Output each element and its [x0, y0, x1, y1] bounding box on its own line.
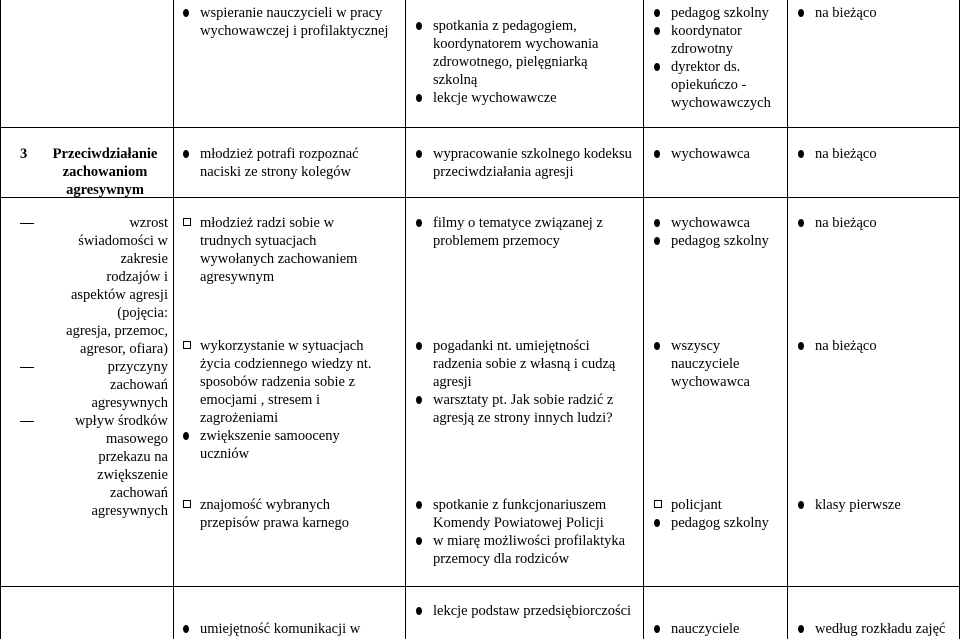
list-item: policjant — [671, 496, 784, 514]
block-b-col1-bullets — [183, 427, 398, 463]
row3-col1-cell — [183, 145, 398, 181]
list-item: nauczyciele — [654, 620, 784, 638]
block-b-col2 — [416, 337, 641, 427]
list-item: znajomość wybranych przepisów prawa karnego — [200, 496, 400, 532]
list-item: na bieżąco — [798, 4, 953, 22]
block-c-col1 — [200, 496, 400, 532]
list-item: młodzież radzi sobie w trudnych sytuacjach wywołanych zachowaniem agresywnym — [200, 214, 400, 286]
column-divider-4 — [787, 0, 788, 639]
list-item: według rozkładu zajęć — [798, 620, 958, 638]
topic-item: przyczyny zachowań agresywnych — [40, 358, 168, 412]
list-item: klasy pierwsze — [798, 496, 953, 514]
block-c-col4 — [798, 496, 953, 514]
row3-col4-cell — [798, 145, 953, 163]
block-b-col3 — [654, 337, 784, 391]
row0-col4-cell — [798, 4, 953, 22]
list-item: pogadanki nt. umiejętności radzenia sobie z własną i cudzą agresji — [416, 337, 641, 391]
row-divider-1 — [0, 127, 960, 128]
list-item: pedagog szkolny — [654, 232, 784, 250]
block-b-col1 — [200, 337, 400, 427]
list-item: młodzież potrafi rozpoznać naciski ze strony kolegów — [183, 145, 398, 181]
list-item: wychowawca — [654, 145, 784, 163]
block-b-col4 — [798, 337, 953, 355]
row-number: 3 — [20, 146, 28, 162]
list-item: wypracowanie szkolnego kodeksu przeciwdziałania agresji — [416, 145, 641, 181]
list-item: warsztaty pt. Jak sobie radzić z agresją ze strony innych ludzi? — [416, 391, 641, 427]
list-item: spotkanie z funkcjonariuszem Komendy Powiatowej Policji — [416, 496, 641, 532]
list-item: wspieranie nauczycieli w pracy wychowawczej i profilaktycznej — [183, 4, 398, 40]
row3-col2-cell — [416, 145, 641, 181]
list-item: lekcje podstaw przedsiębiorczości — [416, 602, 641, 620]
list-item: pedagog szkolny — [654, 4, 784, 22]
row0-col2-cell — [416, 17, 641, 107]
bottom-col1 — [183, 620, 398, 638]
table-border-left — [0, 0, 1, 639]
block-a-col3 — [654, 214, 784, 250]
bottom-col3 — [654, 620, 784, 638]
list-item: koordynator zdrowotny — [654, 22, 784, 58]
block-c-col2 — [416, 496, 641, 568]
list-item: na bieżąco — [798, 214, 953, 232]
row-divider-3 — [0, 586, 960, 587]
row3-col3-cell — [654, 145, 784, 163]
row0-col3-cell — [654, 4, 784, 112]
column-divider-3 — [643, 0, 644, 639]
list-item: umiejętność komunikacji w — [183, 620, 398, 638]
block-a-col2 — [416, 214, 641, 250]
row0-col1-cell — [183, 4, 398, 40]
list-item: pedagog szkolny — [654, 514, 784, 532]
list-item: na bieżąco — [798, 145, 953, 163]
list-item: dyrektor ds. opiekuńczo - wychowawczych — [654, 58, 784, 112]
list-item: filmy o tematyce związanej z problemem przemocy — [416, 214, 641, 250]
section-title: Przeciwdziałanie zachowaniom agresywnym — [52, 146, 158, 198]
bottom-col4 — [798, 620, 958, 638]
column-divider-2 — [405, 0, 406, 639]
topic-item: wpływ środków masowego przekazu na zwiększenie zachowań agresywnych — [40, 412, 168, 520]
list-item: w miarę możliwości profilaktyka przemocy dla rodziców — [416, 532, 641, 568]
topics-cell — [40, 214, 168, 520]
list-item: wykorzystanie w sytuacjach życia codziennego wiedzy nt. sposobów radzenia sobie z emocjami , stresem i zagrożeniami — [200, 337, 400, 427]
list-item: zwiększenie samooceny uczniów — [183, 427, 398, 463]
column-divider-1 — [173, 0, 174, 639]
list-item: spotkania z pedagogiem, koordynatorem wychowania zdrowotnego, pielęgniarką szkolną — [416, 17, 641, 89]
list-item: lekcje wychowawcze — [416, 89, 641, 107]
block-a-col4 — [798, 214, 953, 232]
block-a-col1 — [200, 214, 400, 286]
list-item: wszyscy nauczyciele wychowawca — [654, 337, 784, 391]
block-c-col3 — [654, 496, 784, 532]
bottom-col2 — [416, 602, 641, 620]
topic-item: wzrost świadomości w zakresie rodzajów i aspektów agresji (pojęcia: agresja, przemoc, agresor, ofiara) — [40, 214, 168, 358]
list-item: wychowawca — [654, 214, 784, 232]
list-item: na bieżąco — [798, 337, 953, 355]
